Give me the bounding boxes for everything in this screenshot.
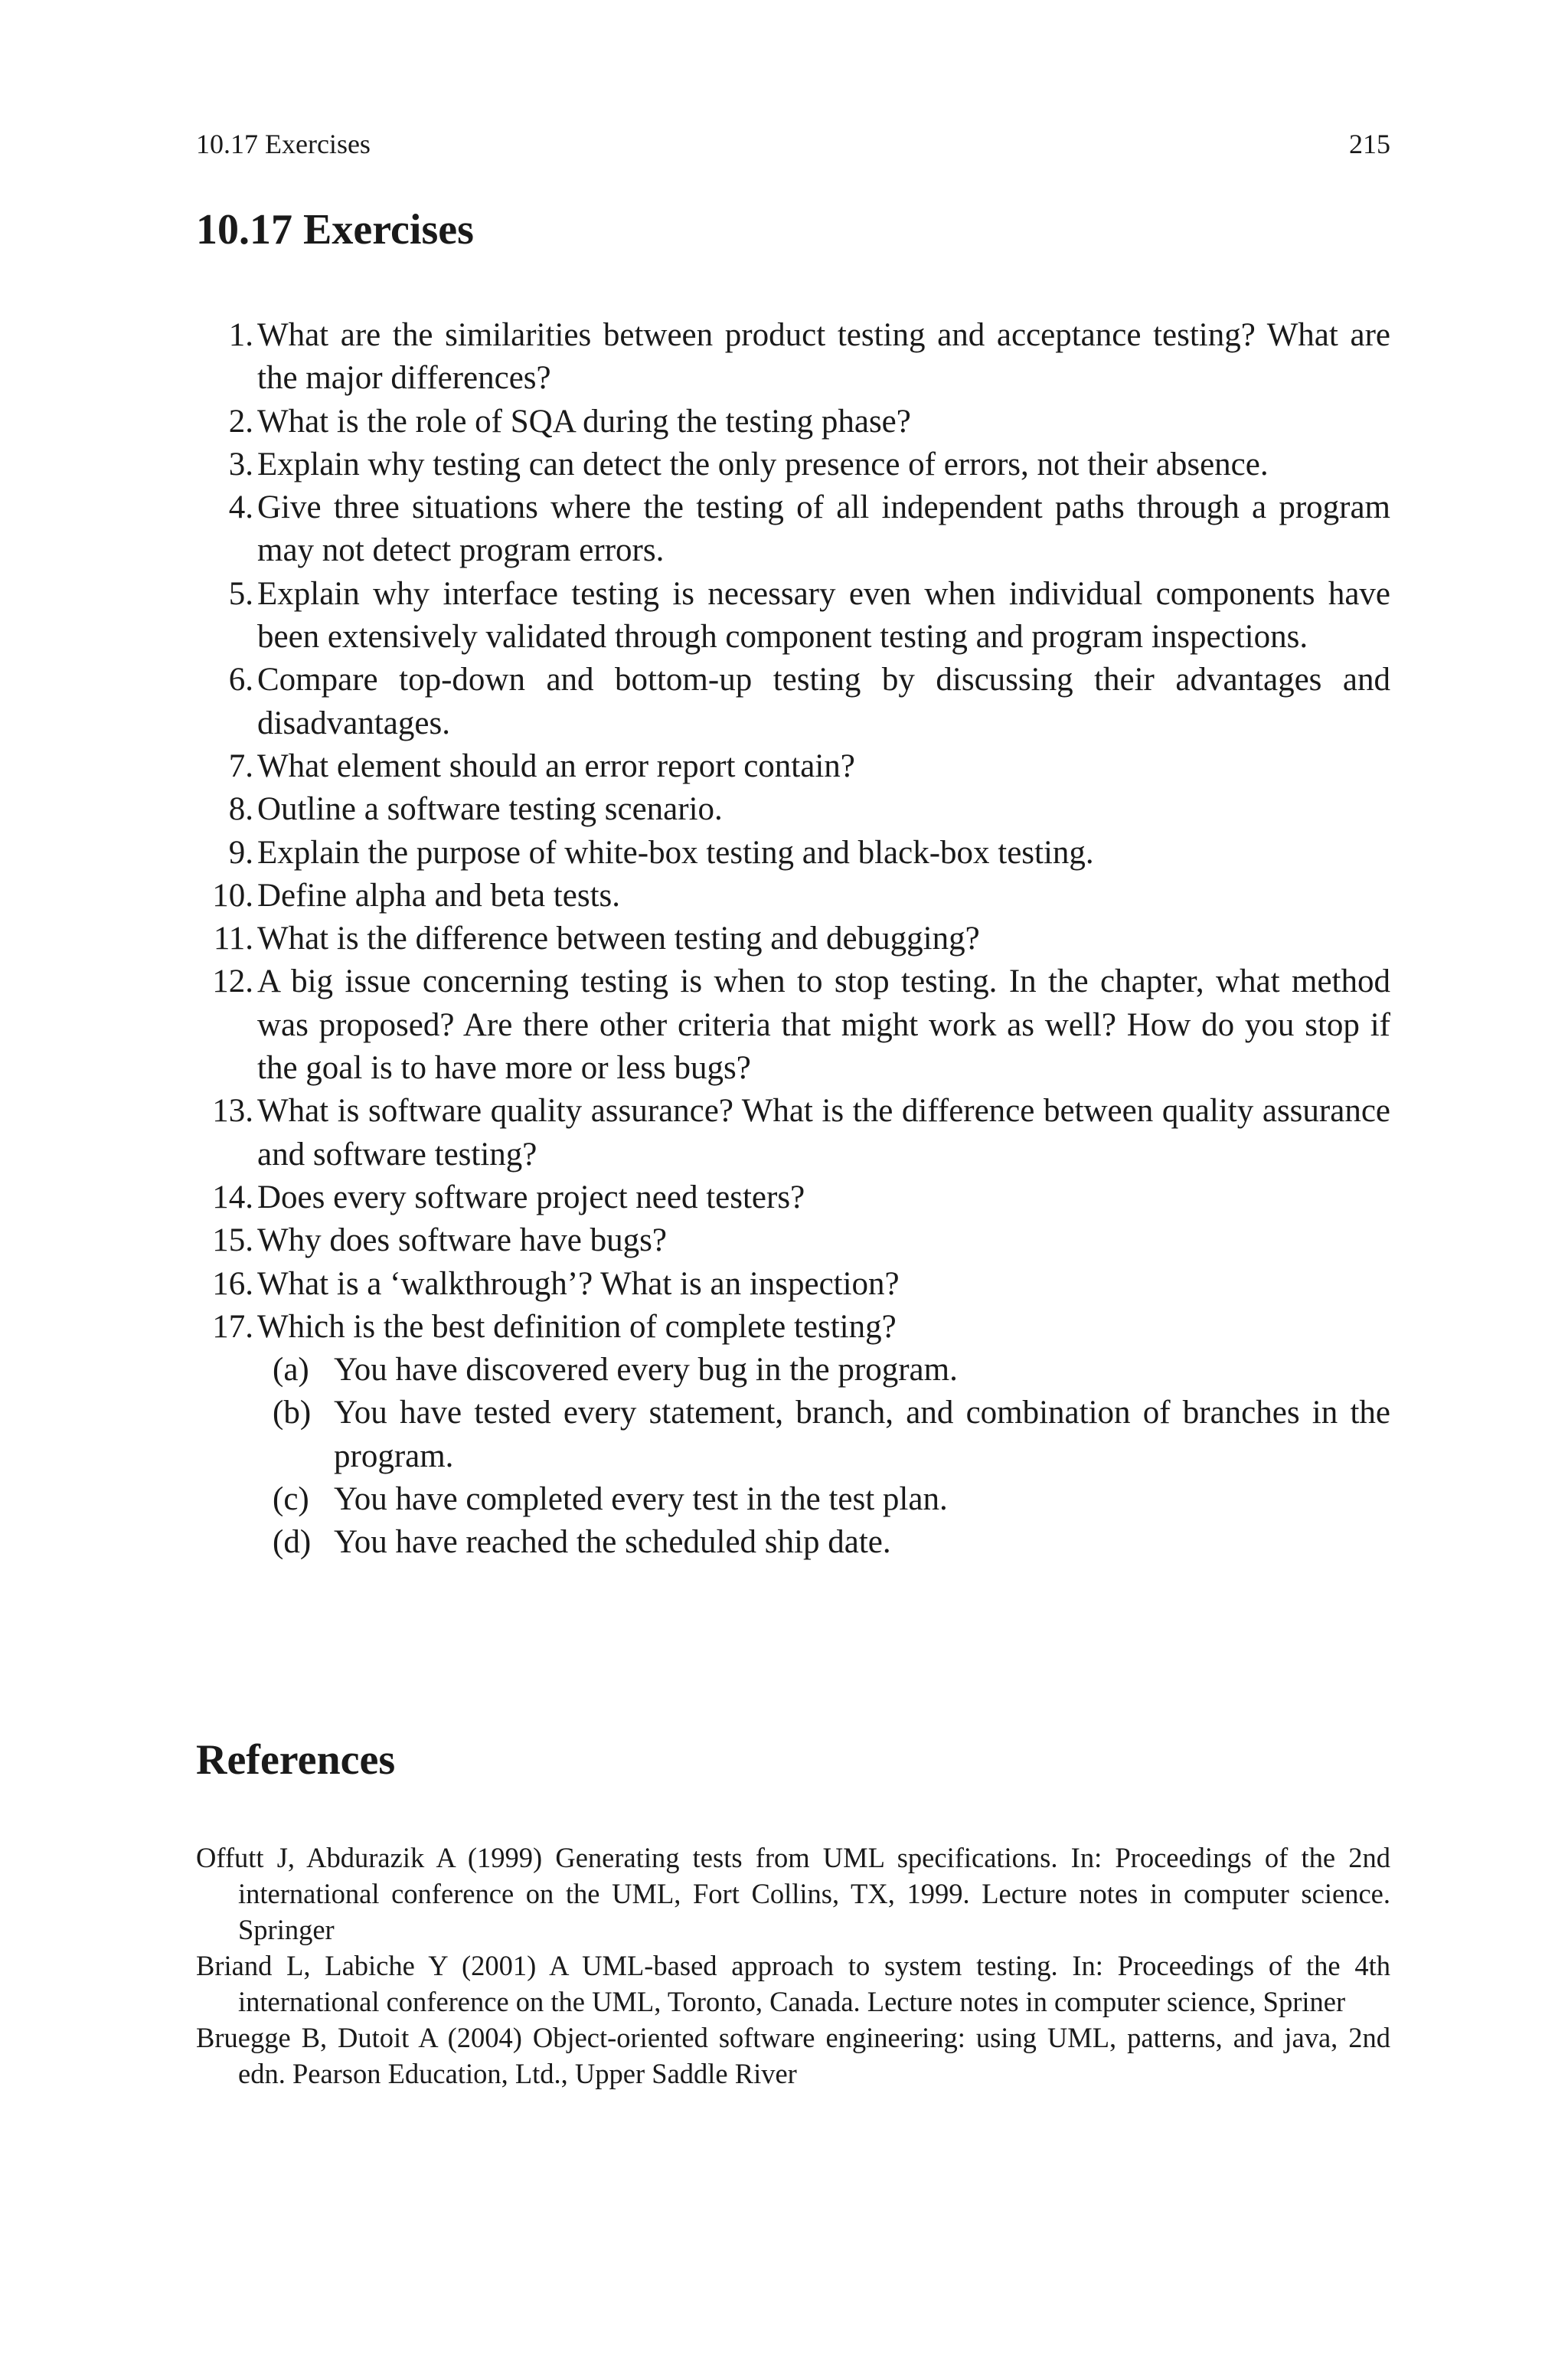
exercise-number: 12.: [212, 963, 253, 1000]
exercise-item: [196, 314, 1390, 401]
exercise-number: 2.: [228, 403, 253, 440]
exercise-text: Does every software project need testers?: [257, 1179, 805, 1215]
exercise-number: 8.: [228, 791, 253, 828]
exercise-text: Define alpha and beta tests.: [257, 877, 621, 914]
exercise-item: [196, 745, 1390, 788]
option-text: You have reached the scheduled ship date.: [334, 1524, 891, 1561]
exercise-text: What are the similarities between product testing and acceptance testing? What are the major differences?: [257, 317, 1390, 397]
exercise-text: What is a ‘walkthrough’? What is an inspection?: [257, 1265, 900, 1302]
option-label: (a): [273, 1352, 309, 1389]
option-item: [257, 1392, 1390, 1478]
option-text: You have tested every statement, branch, and combination of branches in the program.: [334, 1395, 1390, 1474]
exercise-number: 13.: [212, 1093, 253, 1130]
exercise-text: Outline a software testing scenario.: [257, 791, 723, 828]
exercise-number: 3.: [228, 446, 253, 482]
option-label: (d): [273, 1524, 312, 1561]
option-label: (b): [273, 1395, 312, 1431]
option-text: You have completed every test in the test plan.: [334, 1481, 948, 1518]
reference-list: [196, 1840, 1390, 2092]
exercise-text: Explain why testing can detect the only presence of errors, not their absence.: [257, 446, 1269, 482]
references-heading: References: [196, 1736, 396, 1784]
exercise-number: 17.: [212, 1308, 253, 1345]
exercise-list: [196, 314, 1390, 1565]
exercise-item: [196, 788, 1390, 831]
option-label: (c): [273, 1481, 309, 1518]
exercise-17-options: [257, 1349, 1390, 1564]
exercise-number: 10.: [212, 877, 253, 914]
exercise-number: 4.: [228, 489, 253, 526]
exercise-text: What is the role of SQA during the testing phase?: [257, 403, 911, 440]
exercise-item: [196, 443, 1390, 486]
exercise-text: What element should an error report contain?: [257, 747, 855, 784]
exercise-item: [196, 659, 1390, 745]
exercise-number: 9.: [228, 834, 253, 871]
exercise-text: What is software quality assurance? What is the difference between quality assurance and software testing?: [257, 1093, 1390, 1173]
exercise-item: [196, 832, 1390, 875]
reference-item: Bruegge B, Dutoit A (2004) Object-oriented software engineering: using UML, patterns, and java, 2nd edn. Pearson Education, Ltd., Upper Saddle River: [196, 2022, 1390, 2089]
exercise-number: 15.: [212, 1222, 253, 1259]
exercise-item: [196, 573, 1390, 659]
page-number: 215: [1349, 129, 1390, 159]
exercise-text: What is the difference between testing and debugging?: [257, 921, 980, 957]
exercise-number: 7.: [228, 747, 253, 784]
exercise-text: Explain the purpose of white-box testing and black-box testing.: [257, 834, 1094, 871]
exercise-number: 5.: [228, 575, 253, 612]
exercise-item: [196, 486, 1390, 573]
running-head-section: 10.17 Exercises: [196, 129, 371, 159]
exercise-text: Explain why interface testing is necessary even when individual components have been extensively validated through component testing and program inspections.: [257, 575, 1390, 656]
exercise-text: Compare top-down and bottom-up testing by discussing their advantages and disadvantages.: [257, 662, 1390, 741]
exercise-item: [196, 1090, 1390, 1176]
exercise-number: 16.: [212, 1265, 253, 1302]
exercise-item: [196, 960, 1390, 1090]
exercise-item: [196, 1219, 1390, 1262]
book-page: [196, 0, 1390, 2378]
exercises-heading: 10.17 Exercises: [196, 206, 474, 254]
exercise-item: [196, 401, 1390, 443]
exercise-number: 6.: [228, 662, 253, 698]
reference-item: Briand L, Labiche Y (2001) A UML-based approach to system testing. In: Proceedings of the 4th international conference on the UML, Toronto, Canada. Lecture notes in computer science, Spriner: [196, 1950, 1390, 2017]
exercise-item: [196, 1306, 1390, 1565]
exercise-item: [196, 875, 1390, 918]
option-item: [257, 1478, 1390, 1521]
exercise-item: [196, 1263, 1390, 1306]
option-item: [257, 1349, 1390, 1392]
running-head: [196, 127, 1390, 161]
exercise-item: [196, 1176, 1390, 1219]
exercise-number: 11.: [213, 921, 253, 957]
reference-item: Offutt J, Abdurazik A (1999) Generating tests from UML specifications. In: Proceedings of the 2nd international conference on the UML, Fort Collins, TX, 1999. Lecture notes in computer science. Springer: [196, 1842, 1390, 1945]
exercise-text: Give three situations where the testing of all independent paths through a program may not detect program errors.: [257, 489, 1390, 569]
option-text: You have discovered every bug in the program.: [334, 1352, 958, 1389]
option-item: [257, 1521, 1390, 1564]
exercise-text: Which is the best definition of complete testing?: [257, 1308, 897, 1345]
exercise-item: [196, 918, 1390, 960]
exercise-text: Why does software have bugs?: [257, 1222, 667, 1259]
exercise-text: A big issue concerning testing is when to stop testing. In the chapter, what method was proposed? Are there other criteria that might work as well? How do you stop if the goal is to have more or less bugs?: [257, 963, 1390, 1087]
exercise-number: 1.: [228, 317, 253, 353]
exercise-number: 14.: [212, 1179, 253, 1215]
